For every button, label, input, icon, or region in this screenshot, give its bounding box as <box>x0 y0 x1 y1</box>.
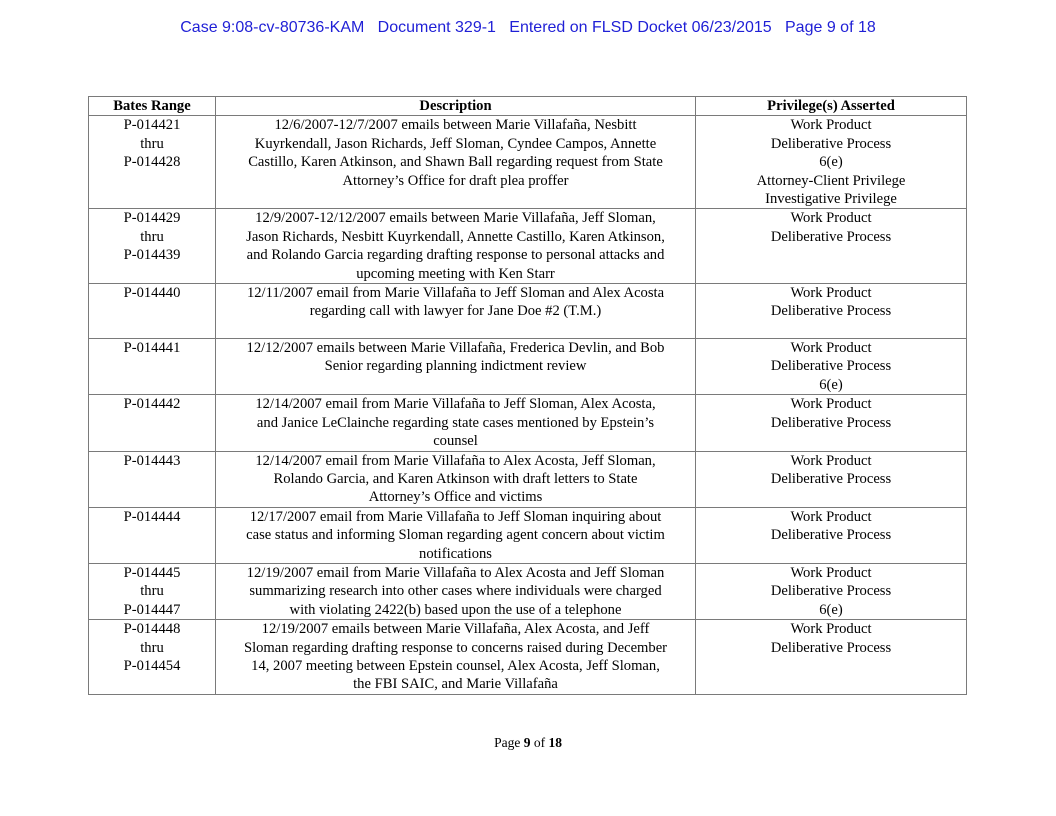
privilege-line: Work Product <box>790 210 872 227</box>
page-footer <box>0 735 1056 751</box>
description-cell <box>216 507 696 563</box>
bates-range-cell <box>89 395 216 451</box>
table-row <box>89 451 967 507</box>
description-line: 12/12/2007 emails between Marie Villafaña, Frederica Devlin, and Bob <box>246 340 665 357</box>
description-line: the FBI SAIC, and Marie Villafaña <box>353 676 558 693</box>
table-row <box>89 563 967 619</box>
bates-range-cell <box>89 284 216 339</box>
bates-line: P-014445 <box>123 564 181 581</box>
description-line: with violating 2422(b) based upon the use of a telephone <box>289 601 622 618</box>
description-line: 12/9/2007-12/12/2007 emails between Marie Villafaña, Jeff Sloman, <box>255 210 656 227</box>
bates-range-cell <box>89 451 216 507</box>
description-line: Sloman regarding drafting response to concerns raised during December <box>243 639 668 656</box>
privilege-line: Deliberative Process <box>770 358 892 375</box>
description-line: Jason Richards, Nesbitt Kuyrkendall, Annette Castillo, Karen Atkinson, <box>246 228 665 245</box>
bates-range-cell <box>89 339 216 395</box>
description-cell <box>216 563 696 619</box>
table-row <box>89 209 967 284</box>
privilege-log-body <box>89 116 967 694</box>
privilege-line: Work Product <box>790 340 872 357</box>
bates-line: thru <box>140 583 164 600</box>
bates-range-cell <box>89 507 216 563</box>
description-line: and Rolando Garcia regarding drafting response to personal attacks and <box>246 247 665 264</box>
table-row <box>89 116 967 209</box>
privilege-line: Work Product <box>790 396 872 413</box>
description-header: Description <box>216 97 696 116</box>
privilege-line: Work Product <box>790 117 872 134</box>
privilege-cell <box>696 209 967 284</box>
privilege-line: Deliberative Process <box>770 639 892 656</box>
privilege-line: Work Product <box>790 564 872 581</box>
description-line: Kuyrkendall, Jason Richards, Jeff Sloman, Cyndee Campos, Annette <box>254 135 657 152</box>
bates-line: P-014444 <box>123 508 181 525</box>
bates-range-header: Bates Range <box>89 97 216 116</box>
bates-line: P-014447 <box>123 601 181 618</box>
bates-line: P-014442 <box>123 396 181 413</box>
privilege-line: Work Product <box>790 621 872 638</box>
privilege-line: Deliberative Process <box>770 470 892 487</box>
table-row <box>89 284 967 339</box>
privilege-cell <box>696 451 967 507</box>
footer-page-word: Page <box>494 735 521 750</box>
privilege-line: 6(e) <box>819 376 843 393</box>
description-line: notifications <box>419 545 492 562</box>
privilege-cell <box>696 284 967 339</box>
description-line: Castillo, Karen Atkinson, and Shawn Ball regarding request from State <box>248 154 663 171</box>
privilege-line: Deliberative Process <box>770 228 892 245</box>
table-row <box>89 507 967 563</box>
bates-line: P-014421 <box>123 117 181 134</box>
description-cell <box>216 451 696 507</box>
bates-line: thru <box>140 228 164 245</box>
privilege-line: Deliberative Process <box>770 583 892 600</box>
privilege-cell <box>696 395 967 451</box>
description-line: Rolando Garcia, and Karen Atkinson with draft letters to State <box>273 470 638 487</box>
bates-line: thru <box>140 639 164 656</box>
description-line: regarding call with lawyer for Jane Doe #2 (T.M.) <box>309 303 602 320</box>
bates-line: P-014441 <box>123 340 181 357</box>
bates-line: P-014428 <box>123 154 181 171</box>
privilege-line: Work Product <box>790 508 872 525</box>
privilege-line: 6(e) <box>819 601 843 618</box>
bates-line: P-014439 <box>123 247 181 264</box>
bates-range-cell <box>89 116 216 209</box>
description-line: and Janice LeClainche regarding state cases mentioned by Epstein’s <box>256 414 655 431</box>
description-cell <box>216 284 696 339</box>
description-cell <box>216 395 696 451</box>
description-line: Attorney’s Office for draft plea proffer <box>342 172 569 189</box>
table-header-row <box>89 97 967 116</box>
description-line: 12/19/2007 emails between Marie Villafaña, Alex Acosta, and Jeff <box>261 621 650 638</box>
privilege-line: 6(e) <box>819 154 843 171</box>
privilege-line: Attorney-Client Privilege <box>756 172 906 189</box>
privilege-log-table <box>88 96 967 695</box>
privilege-line: Deliberative Process <box>770 303 892 320</box>
description-line: 12/14/2007 email from Marie Villafaña to Alex Acosta, Jeff Sloman, <box>255 452 656 469</box>
privilege-line: Deliberative Process <box>770 527 892 544</box>
privilege-line: Work Product <box>790 452 872 469</box>
bates-line: P-014443 <box>123 452 181 469</box>
privilege-line: Deliberative Process <box>770 414 892 431</box>
footer-of-word: of <box>533 735 546 750</box>
table-row <box>89 620 967 695</box>
description-line: 12/6/2007-12/7/2007 emails between Marie Villafaña, Nesbitt <box>274 117 637 134</box>
description-cell <box>216 209 696 284</box>
table-row <box>89 339 967 395</box>
table-row <box>89 395 967 451</box>
privilege-cell <box>696 339 967 395</box>
bates-range-cell <box>89 620 216 695</box>
description-line: 12/19/2007 email from Marie Villafaña to Alex Acosta and Jeff Sloman <box>246 564 665 581</box>
description-line: upcoming meeting with Ken Starr <box>356 265 555 282</box>
description-line: case status and informing Sloman regarding agent concern about victim <box>246 527 665 544</box>
bates-line: thru <box>140 135 164 152</box>
privilege-cell <box>696 507 967 563</box>
description-cell <box>216 339 696 395</box>
privilege-line: Work Product <box>790 285 872 302</box>
description-line: 12/17/2007 email from Marie Villafaña to Jeff Sloman inquiring about <box>249 508 662 525</box>
bates-range-cell <box>89 209 216 284</box>
bates-line: P-014440 <box>123 285 181 302</box>
footer-page-number: 9 <box>523 735 531 750</box>
description-line: Attorney’s Office and victims <box>368 489 543 506</box>
privilege-line: Deliberative Process <box>770 135 892 152</box>
privilege-cell <box>696 563 967 619</box>
description-line: counsel <box>433 433 478 450</box>
bates-line: P-014454 <box>123 657 181 674</box>
description-cell <box>216 116 696 209</box>
description-line: 14, 2007 meeting between Epstein counsel, Alex Acosta, Jeff Sloman, <box>251 657 660 674</box>
description-line: summarizing research into other cases where individuals were charged <box>249 583 662 600</box>
description-line: Senior regarding planning indictment review <box>324 358 587 375</box>
court-filing-header: Case 9:08-cv-80736-KAM Document 329-1 Entered on FLSD Docket 06/23/2015 Page 9 of 18 <box>180 19 876 36</box>
privilege-cell <box>696 116 967 209</box>
description-cell <box>216 620 696 695</box>
footer-total-pages: 18 <box>548 735 562 750</box>
description-line: 12/14/2007 email from Marie Villafaña to Jeff Sloman, Alex Acosta, <box>255 396 656 413</box>
description-line: 12/11/2007 email from Marie Villafaña to Jeff Sloman and Alex Acosta <box>246 285 665 302</box>
bates-line: P-014429 <box>123 210 181 227</box>
privilege-header: Privilege(s) Asserted <box>696 97 967 116</box>
bates-line: P-014448 <box>123 621 181 638</box>
privilege-cell <box>696 620 967 695</box>
bates-range-cell <box>89 563 216 619</box>
privilege-line: Investigative Privilege <box>765 191 897 208</box>
